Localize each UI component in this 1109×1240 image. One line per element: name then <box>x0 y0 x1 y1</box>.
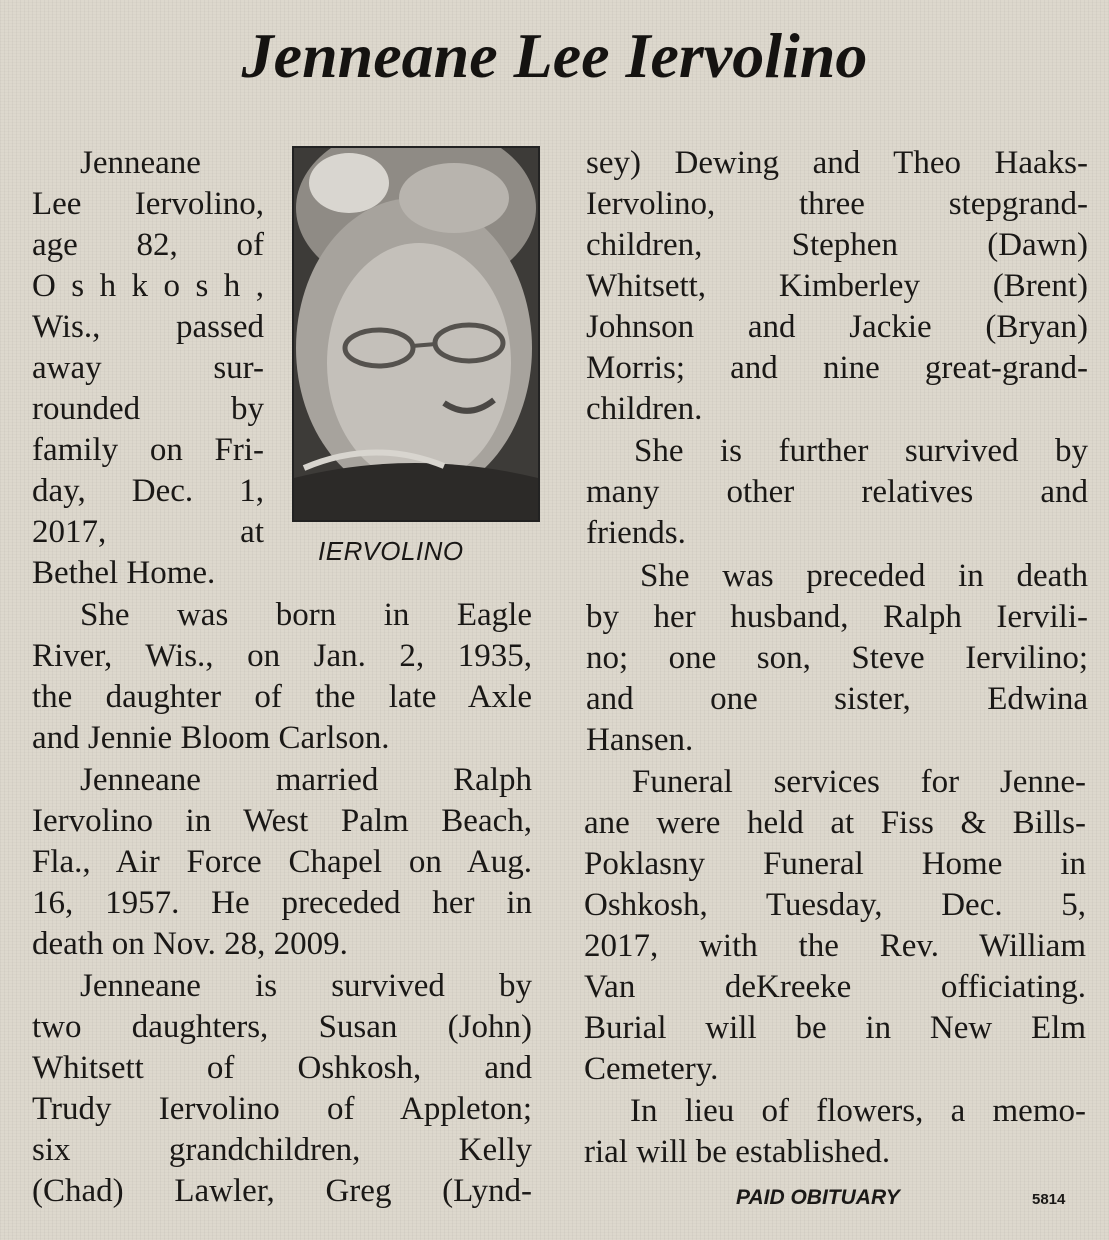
column1-line: Jenneane married Ralph <box>80 762 532 798</box>
column1-line: Whitsett of Oshkosh, and <box>32 1050 532 1086</box>
column2-line: Oshkosh, Tuesday, Dec. 5, <box>584 887 1086 923</box>
column2-line: rial will be established. <box>584 1134 891 1170</box>
column2-line: no; one son, Steve Iervilino; <box>586 640 1088 676</box>
column1-line: away sur- <box>32 350 264 386</box>
column2-line: children. <box>586 391 703 427</box>
column2-line: Hansen. <box>586 722 694 758</box>
column1-line: O s h k o s h , <box>32 268 264 304</box>
column2-line: Funeral services for Jenne- <box>632 764 1086 800</box>
column1-line: (Chad) Lawler, Greg (Lynd- <box>32 1173 532 1209</box>
column2-line: In lieu of flowers, a memo- <box>630 1093 1086 1129</box>
column2-line: sey) Dewing and Theo Haaks- <box>586 145 1088 181</box>
column2-line: friends. <box>586 515 686 551</box>
column2-line: Van deKreeke officiating. <box>584 969 1086 1005</box>
column1-line: rounded by <box>32 391 264 427</box>
column2-line: Poklasny Funeral Home in <box>584 846 1086 882</box>
column2-line: and one sister, Edwina <box>586 681 1088 717</box>
column1-line: Jenneane <box>80 145 201 181</box>
ad-code: 5814 <box>1032 1191 1066 1208</box>
headline: Jenneane Lee Iervolino <box>241 20 868 91</box>
column1-line: age 82, of <box>32 227 264 263</box>
paid-obituary-label: PAID OBITUARY <box>736 1186 900 1209</box>
column2-line: Johnson and Jackie (Bryan) <box>586 309 1088 345</box>
column2-line: She is further survived by <box>634 433 1088 469</box>
column1-line: Wis., passed <box>32 309 264 345</box>
column1-line: Lee Iervolino, <box>32 186 264 222</box>
column2-line: Cemetery. <box>584 1051 719 1087</box>
column1-line: Fla., Air Force Chapel on Aug. <box>32 844 532 880</box>
column1-line: 2017, at <box>32 514 264 550</box>
column1-line: day, Dec. 1, <box>32 473 264 509</box>
column2-line: Morris; and nine great-grand- <box>586 350 1088 386</box>
column1-line: and Jennie Bloom Carlson. <box>32 720 390 756</box>
column1-line: Trudy Iervolino of Appleton; <box>32 1091 532 1127</box>
column2-line: by her husband, Ralph Iervili- <box>586 599 1088 635</box>
column2-line: 2017, with the Rev. William <box>584 928 1086 964</box>
column1-line: family on Fri- <box>32 432 264 468</box>
portrait-photo <box>292 146 540 522</box>
column2-line: Iervolino, three stepgrand- <box>586 186 1088 222</box>
column2-line: many other relatives and <box>586 474 1088 510</box>
column2-line: Burial will be in New Elm <box>584 1010 1086 1046</box>
column1-line: two daughters, Susan (John) <box>32 1009 532 1045</box>
column1-line: death on Nov. 28, 2009. <box>32 926 348 962</box>
photo-caption: IERVOLINO <box>318 536 464 566</box>
column1-line: six grandchildren, Kelly <box>32 1132 532 1168</box>
column1-line: 16, 1957. He preceded her in <box>32 885 532 921</box>
column2-line: She was preceded in death <box>640 558 1088 594</box>
column2-line: Whitsett, Kimberley (Brent) <box>586 268 1088 304</box>
column1-line: Jenneane is survived by <box>80 968 532 1004</box>
column1-line: River, Wis., on Jan. 2, 1935, <box>32 638 532 674</box>
column2-line: children, Stephen (Dawn) <box>586 227 1088 263</box>
column1-line: She was born in Eagle <box>80 597 532 633</box>
column1-line: the daughter of the late Axle <box>32 679 532 715</box>
column2-line: ane were held at Fiss & Bills- <box>584 805 1086 841</box>
column1-line: Iervolino in West Palm Beach, <box>32 803 532 839</box>
column1-line: Bethel Home. <box>32 555 216 591</box>
